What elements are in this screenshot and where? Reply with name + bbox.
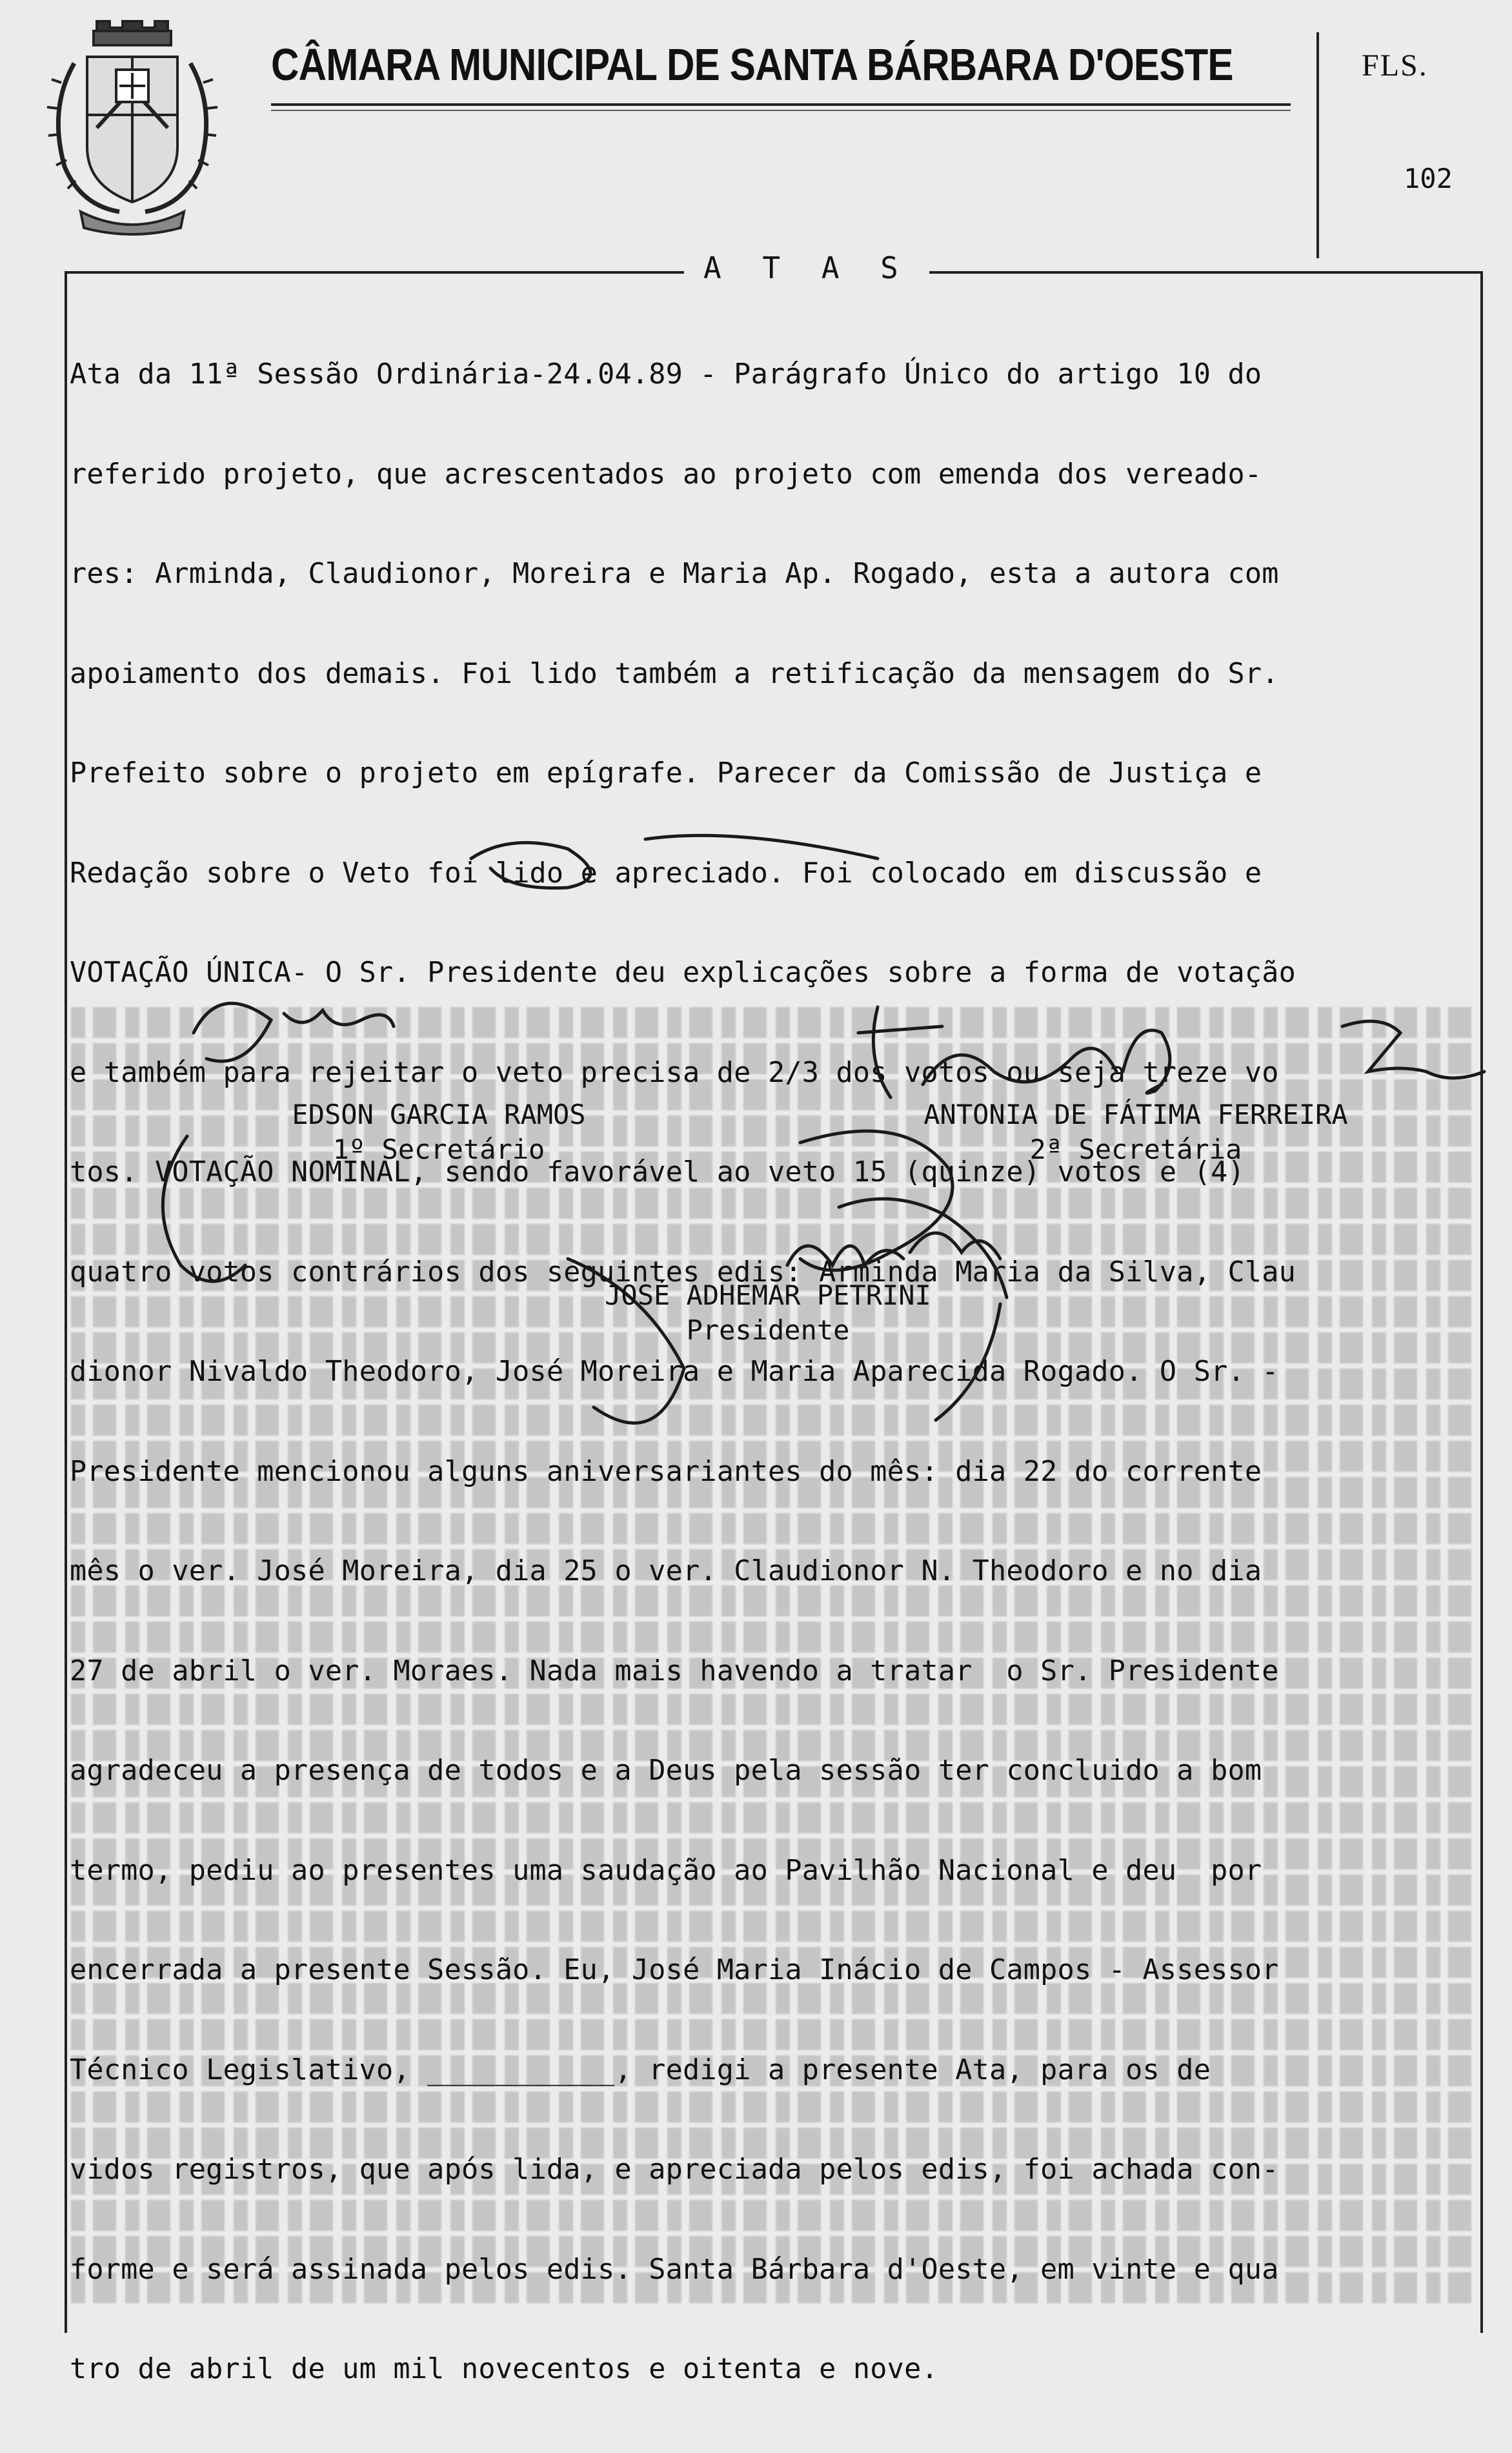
second-secretary-role: 2ª Secretária [1029,1134,1242,1165]
folio-divider [1316,32,1319,258]
minutes-line: termo, pediu ao presentes uma saudação ao Pavilhão Nacional e deu por [70,1854,1262,1887]
signature-second-secretary [858,1097,1413,1167]
minutes-body [70,292,1477,2453]
minutes-line: encerrada a presente Sessão. Eu, José Maria Inácio de Campos - Assessor [70,1954,1279,1986]
municipal-crest-icon [35,18,229,238]
folio-label: FLS. [1362,48,1428,83]
minutes-line: e também para rejeitar o veto precisa de 2/3 dos votos ou seja treze vo [70,1056,1279,1089]
institution-title: CÂMARA MUNICIPAL DE SANTA BÁRBARA D'OESTE [271,39,1233,90]
minutes-line: res: Arminda, Claudionor, Moreira e Maria Ap. Rogado, esta a autora com [70,558,1279,590]
title-underline-thin [271,110,1291,111]
minutes-line: Técnico Legislativo, ___________, redigi a presente Ata, para os de [70,2053,1211,2086]
folio-number: 102 [1404,163,1453,194]
president-role: Presidente [686,1314,850,1346]
minutes-line: tro de abril de um mil novecentos e oitenta e nove. [70,2353,938,2385]
minutes-line: tos. VOTAÇÃO NOMINAL, sendo favorável ao veto 15 (quinze) votos e (4) [70,1156,1245,1188]
title-underline [271,103,1291,106]
minutes-line: apoiamento dos demais. Foi lido também a retificação da mensagem do Sr. [70,657,1279,690]
minutes-line: quatro votos contrários dos seguintes edis: Arminda Maria da Silva, Clau [70,1256,1296,1288]
second-secretary-name: ANTONIA DE FÁTIMA FERREIRA [923,1099,1348,1130]
minutes-line: 27 de abril o ver. Moraes. Nada mais havendo a tratar o Sr. Presidente [70,1654,1279,1687]
minutes-line: agradeceu a presença de todos e a Deus pela sessão ter concluido a bom [70,1755,1262,1787]
minutes-line: Redação sobre o Veto foi lido e apreciado. Foi colocado em discussão e [70,857,1262,890]
signature-first-secretary [258,1097,620,1167]
section-title: A T A S [684,250,929,285]
minutes-line: Presidente mencionou alguns aniversariantes do mês: dia 22 do corrente [70,1455,1262,1488]
minutes-line: vidos registros, que após lida, e apreciada pelos edis, foi achada con- [70,2153,1279,2186]
minutes-line: Ata da 11ª Sessão Ordinária-24.04.89 - Parágrafo Único do artigo 10 do [70,358,1262,391]
minutes-line: VOTAÇÃO ÚNICA- O Sr. Presidente deu explicações sobre a forma de votação [70,957,1296,989]
first-secretary-role: 1º Secretário [332,1134,545,1165]
minutes-line: mês o ver. José Moreira, dia 25 o ver. Claudionor N. Theodoro e no dia [70,1555,1262,1587]
first-secretary-name: EDSON GARCIA RAMOS [292,1099,586,1130]
signature-president [568,1278,968,1348]
minutes-line: forme e será assinada pelos edis. Santa Bárbara d'Oeste, em vinte e qua [70,2253,1279,2286]
minutes-line: dionor Nivaldo Theodoro, José Moreira e Maria Aparecida Rogado. O Sr. - [70,1356,1279,1388]
president-name: JOSÉ ADHEMAR PETRINI [605,1279,931,1311]
minutes-line: referido projeto, que acrescentados ao projeto com emenda dos vereado- [70,458,1262,491]
minutes-line: Prefeito sobre o projeto em epígrafe. Parecer da Comissão de Justiça e [70,757,1262,789]
